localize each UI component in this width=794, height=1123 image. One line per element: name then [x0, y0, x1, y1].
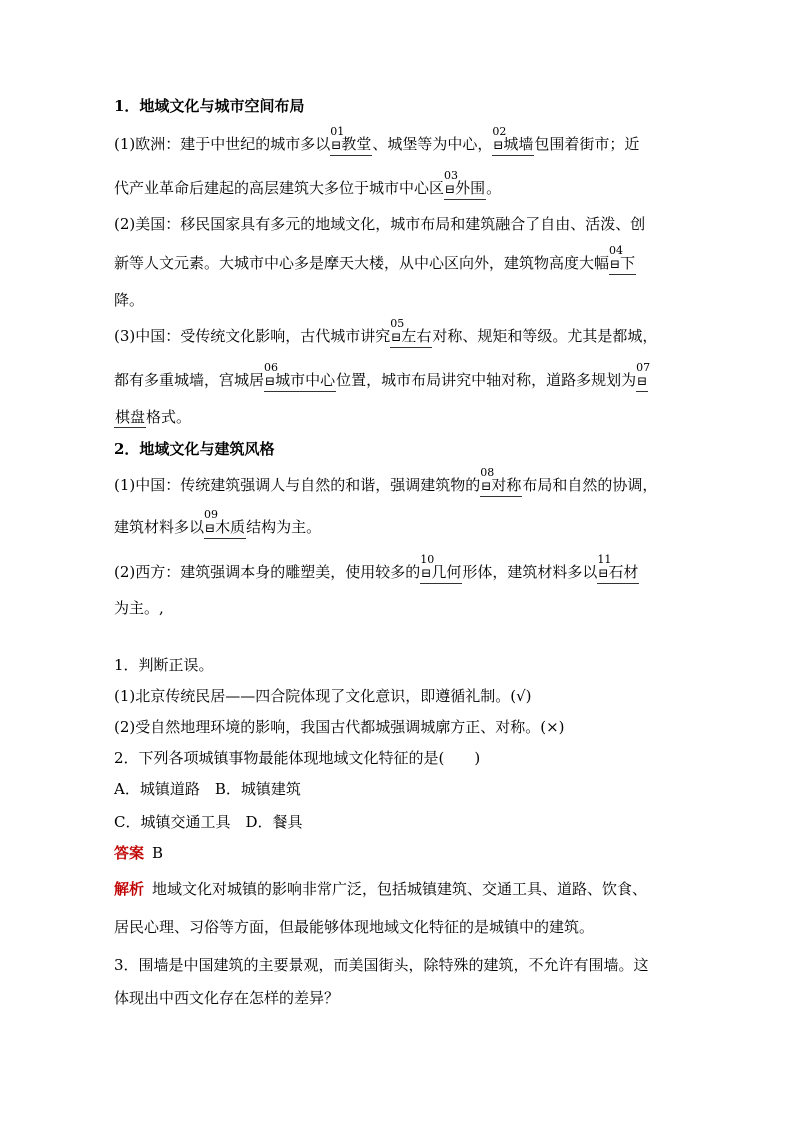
answer-value: B [152, 844, 164, 862]
blank-04: 04 ⊟下 [609, 253, 636, 275]
sec2-west-line-1: (2)西方：建筑强调本身的雕塑美，使用较多的 10 ⊟几何形体，建筑材料多以 11 ⊟石材 [114, 562, 639, 584]
sec2-china-line-2: 建筑材料多以 09 ⊟木质结构为主。 [114, 517, 321, 539]
sec2-west-line-2: 为主。, [114, 599, 164, 617]
answer-cue-icon: ⊟ [445, 182, 456, 196]
answer-cue-icon: ⊟ [391, 330, 402, 344]
sec2-china-line-1: (1)中国：传统建筑强调人与自然的和谐，强调建筑物的 08 ⊟对称布局和自然的协调， [114, 475, 657, 497]
blank-05: 05 ⊟左右 [390, 326, 432, 348]
question-3-line-2: 体现出中西文化存在怎样的差异？ [114, 989, 340, 1007]
blank-07: 07 ⊟ [636, 370, 648, 392]
blank-06: 06 ⊟城市中心 [264, 370, 336, 392]
usa-line-1: (2)美国：移民国家具有多元的地域文化，城市布局和建筑融合了自由、活泼、创 [114, 215, 646, 233]
question-3-line-1: 3．围墙是中国建筑的主要景观，而美国街头，除特殊的建筑，不允许有围墙。这 [114, 956, 649, 974]
answer-cue-icon: ⊟ [637, 374, 648, 388]
blank-11: 11 ⊟石材 [597, 562, 639, 584]
china-line-1: (3)中国：受传统文化影响，古代城市讲究 05 ⊟左右对称、规矩和等级。尤其是都城， [114, 326, 657, 348]
blank-03: 03 ⊟外围 [444, 178, 486, 200]
analysis-line-2: 居民心理、习俗等方面，但最能够体现地域文化特征的是城镇中的建筑。 [114, 918, 595, 936]
answer-cue-icon: ⊟ [331, 138, 342, 152]
question-1: 1．判断正误。 [114, 656, 214, 674]
blank-01: 01 ⊟教堂 [330, 134, 372, 156]
blank-07-continued: 棋盘 [115, 408, 146, 426]
options-c-d: C．城镇交通工具 D．餐具 [114, 813, 303, 831]
answer-cue-icon: ⊟ [481, 479, 492, 493]
blank-08: 08 ⊟对称 [480, 475, 522, 497]
answer-cue-icon: ⊟ [493, 138, 504, 152]
section-2-title: 2．地域文化与建筑风格 [114, 440, 275, 458]
question-2: 2．下列各项城镇事物最能体现地域文化特征的是( ) [114, 749, 481, 767]
usa-line-3: 降。 [114, 291, 145, 309]
answer-cue-icon: ⊟ [421, 566, 432, 580]
europe-line-2: 代产业革命后建起的高层建筑大多位于城市中心区 03 ⊟外围。 [114, 178, 501, 200]
blank-09: 09 ⊟木质 [204, 517, 246, 539]
blank-02: 02 ⊟城墙 [492, 134, 534, 156]
china-line-2: 都有多重城墙，宫城居 06 ⊟城市中心位置，城市布局讲究中轴对称，道路多规划为 07 ⊟ [114, 370, 648, 392]
usa-line-2: 新等人文元素。大城市中心多是摩天大楼，从中心区向外，建筑物高度大幅 04 ⊟下 [114, 253, 636, 275]
question-1b: (2)受自然地理环境的影响，我国古代都城强调城廓方正、对称。(×) [114, 718, 565, 736]
analysis-label: 解析 [114, 880, 145, 898]
answer-line [114, 843, 163, 863]
blank-10: 10 ⊟几何 [420, 562, 462, 584]
answer-cue-icon: ⊟ [205, 521, 216, 535]
europe-line-1: (1)欧洲：建于中世纪的城市多以 01 ⊟教堂、城堡等为中心， 02 ⊟城墙包围着街市；近 [114, 134, 639, 156]
section-1-title: 1．地域文化与城市空间布局 [114, 97, 305, 115]
options-a-b: A．城镇道路 B．城镇建筑 [114, 780, 301, 798]
analysis-line-1: 解析 地域文化对城镇的影响非常广泛，包括城镇建筑、交通工具、道路、饮食、 [114, 880, 648, 898]
answer-label: 答案 [114, 844, 145, 862]
answer-cue-icon: ⊟ [598, 566, 609, 580]
china-line-3: 棋盘格式。 [115, 408, 192, 426]
answer-cue-icon: ⊟ [610, 257, 621, 271]
question-1a: (1)北京传统民居——四合院体现了文化意识，即遵循礼制。(√) [114, 687, 532, 705]
answer-cue-icon: ⊟ [265, 374, 276, 388]
